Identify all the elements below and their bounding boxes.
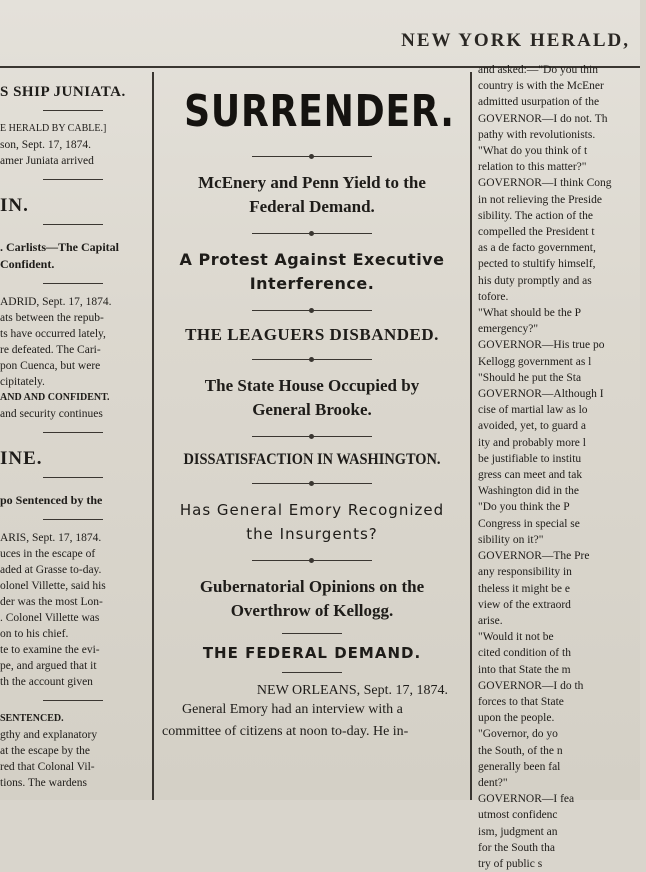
text-line: der was the most Lon-: [0, 596, 103, 608]
text-line: view of the extraord: [478, 598, 571, 611]
deck-line: General Brooke.: [252, 400, 372, 419]
text-line: "Should he put the Sta: [478, 371, 582, 384]
section-heading-france: INE.: [0, 448, 43, 469]
text-line: his duty promptly and as: [478, 274, 592, 287]
text-line: GOVERNOR—I fea: [478, 793, 575, 806]
text-line: into that State the m: [478, 663, 571, 676]
text-line: as a de facto government,: [478, 242, 596, 255]
text-line: th the account given: [0, 676, 93, 688]
cable-note: E HERALD BY CABLE.]: [0, 123, 107, 134]
divider: [252, 233, 372, 234]
divider: [43, 432, 103, 433]
text-line: and security continues: [0, 408, 103, 420]
text-line: upon the people.: [478, 712, 555, 725]
divider: [43, 700, 103, 701]
divider: [43, 283, 103, 284]
text-line: uces in the escape of: [0, 548, 96, 560]
text-line: sibility on it?": [478, 533, 544, 546]
text-line: in not relieving the Preside: [478, 193, 602, 206]
deck-dissatisfaction: DISSATISFACTION IN WASHINGTON.: [183, 451, 441, 468]
main-headline: SURRENDER.: [184, 86, 455, 137]
text-line: ts have occurred lately,: [0, 328, 106, 340]
lead-text-left-1: amer Juniata arrived: [0, 155, 94, 167]
divider: [252, 156, 372, 157]
center-column: [156, 76, 468, 800]
divider: [252, 560, 372, 561]
article-body-center: [156, 699, 468, 743]
text-line: tofore.: [478, 290, 509, 303]
text-line: theless it might be e: [478, 582, 570, 595]
deck-line: Interference.: [249, 274, 375, 293]
text-line: dent?": [478, 776, 508, 789]
text-line: admitted usurpation of the: [478, 96, 600, 109]
text-line: tions. The wardens: [0, 777, 87, 789]
text-line: cise of martial law as lo: [478, 404, 588, 417]
column-rule: [470, 72, 472, 800]
divider: [252, 359, 372, 360]
text-line: generally been fal: [478, 760, 561, 773]
deck-yield: [156, 171, 468, 219]
left-column: [0, 72, 150, 800]
text-line: Kellogg government as l: [478, 355, 592, 368]
text-line: GOVERNOR—His true po: [478, 339, 605, 352]
subheading-line: Confident.: [0, 257, 55, 271]
text-line: ADRID, Sept. 17, 1874.: [0, 296, 112, 308]
column-rule: [152, 72, 154, 800]
deck-line: Has General Emory Recognized: [179, 501, 445, 519]
text-line: GOVERNOR—I do not. Th: [478, 112, 608, 125]
deck-line: A Protest Against Executive: [179, 250, 445, 269]
text-line: ity and probably more l: [478, 436, 586, 449]
dateline-new-orleans: NEW ORLEANS, Sept. 17, 1874.: [256, 683, 448, 698]
text-line: ARIS, Sept. 17, 1874.: [0, 532, 102, 544]
text-line: pon Cuenca, but were: [0, 360, 101, 372]
text-line: . Colonel Villette was: [0, 612, 100, 624]
section-heading-spain: IN.: [0, 195, 29, 216]
deck-line: the Insurgents?: [246, 525, 378, 543]
masthead: NEW YORK HERALD,: [401, 30, 630, 51]
text-line: compelled the President t: [478, 226, 595, 239]
text-line: red that Colonal Vil-: [0, 761, 95, 773]
text-line: be justifiable to institu: [478, 452, 582, 465]
text-line: re defeated. The Cari-: [0, 344, 101, 356]
text-line: arise.: [478, 614, 503, 627]
text-line: at the escape by the: [0, 745, 91, 757]
text-line: for the South tha: [478, 841, 555, 854]
text-line: GOVERNOR—Although I: [478, 388, 604, 401]
text-line: relation to this matter?": [478, 161, 587, 174]
divider: [252, 310, 372, 311]
deck-line: Federal Demand.: [249, 197, 375, 216]
text-line: emergency?": [478, 323, 539, 336]
divider: [43, 179, 103, 180]
text-line: Washington did in the: [478, 485, 579, 498]
deck-gubernatorial: [156, 575, 468, 623]
text-line: utmost confidenc: [478, 809, 558, 822]
deck-line: McEnery and Penn Yield to the: [198, 173, 426, 192]
deck-line: Gubernatorial Opinions on the: [199, 577, 425, 596]
article-body-left-2: [0, 530, 146, 690]
deck-line: Overthrow of Kellogg.: [230, 601, 394, 620]
text-line: gress can meet and tak: [478, 469, 583, 482]
text-line: try of public s: [478, 857, 543, 870]
subheading-carlists: [0, 239, 146, 273]
text-line: "What should be the P: [478, 307, 582, 320]
ship-headline: S SHIP JUNIATA.: [0, 84, 126, 100]
divider: [282, 633, 342, 634]
divider: [43, 519, 103, 520]
text-line: the South, of the n: [478, 744, 563, 757]
text-line: Congress in special se: [478, 517, 580, 530]
deck-leaguers: THE LEAGUERS DISBANDED.: [185, 325, 439, 344]
divider: [252, 483, 372, 484]
divider: [282, 672, 342, 673]
section-heading-federal-demand: THE FEDERAL DEMAND.: [202, 644, 422, 662]
text-line: olonel Villette, said his: [0, 580, 106, 592]
text-line: cipitately.: [0, 376, 45, 388]
dateline-left-1: son, Sept. 17, 1874.: [0, 139, 92, 151]
text-line: on to his chief.: [0, 628, 69, 640]
deck-line: The State House Occupied by: [204, 376, 420, 395]
text-line: pe, and argued that it: [0, 660, 97, 672]
deck-emory: [156, 498, 468, 546]
text-line: GOVERNOR—I think Cong: [478, 177, 612, 190]
text-line: GOVERNOR—I do th: [478, 679, 584, 692]
article-body-left-3: [0, 727, 146, 791]
text-line: pected to stultify himself,: [478, 258, 596, 271]
text-line: country is with the McEner: [478, 80, 604, 93]
right-column: [476, 62, 646, 870]
text-line: aded at Grasse to-day.: [0, 564, 102, 576]
text-line: te to examine the evi-: [0, 644, 100, 656]
text-line: gthy and explanatory: [0, 729, 98, 741]
text-line: ats between the repub-: [0, 312, 104, 324]
article-body-left-1: [0, 294, 146, 390]
divider: [252, 436, 372, 437]
text-line: ism, judgment an: [478, 825, 558, 838]
divider: [43, 477, 103, 478]
divider: [43, 110, 103, 111]
text-line: any responsibility in: [478, 566, 572, 579]
text-line: GOVERNOR—The Pre: [478, 550, 590, 563]
text-line: pathy with revolutionists.: [478, 128, 596, 141]
text-line: forces to that State: [478, 695, 564, 708]
deck-protest: [156, 248, 468, 296]
caps-line-left-1: AND AND CONFIDENT.: [0, 392, 110, 403]
text-line: avoided, yet, to guard a: [478, 420, 586, 433]
deck-state-house: [156, 374, 468, 422]
text-line: sibility. The action of the: [478, 209, 593, 222]
text-line: "What do you think of t: [478, 145, 588, 158]
divider: [43, 224, 103, 225]
subheading-line: po Sentenced by the: [0, 493, 103, 507]
subheading-line: . Carlists—The Capital: [0, 240, 120, 254]
text-line: "Do you think the P: [478, 501, 570, 514]
text-line: General Emory had an interview with a: [182, 702, 403, 717]
subheading-sentenced: [0, 492, 146, 509]
text-line: committee of citizens at noon to-day. He in-: [162, 724, 409, 739]
text-line: "Would it not be: [478, 631, 554, 644]
text-line: cited condition of th: [478, 647, 571, 660]
caps-line-left-2: SENTENCED.: [0, 713, 64, 724]
text-line: "Governor, do yo: [478, 728, 558, 741]
text-line: and asked:—"Do you thin: [478, 64, 598, 76]
